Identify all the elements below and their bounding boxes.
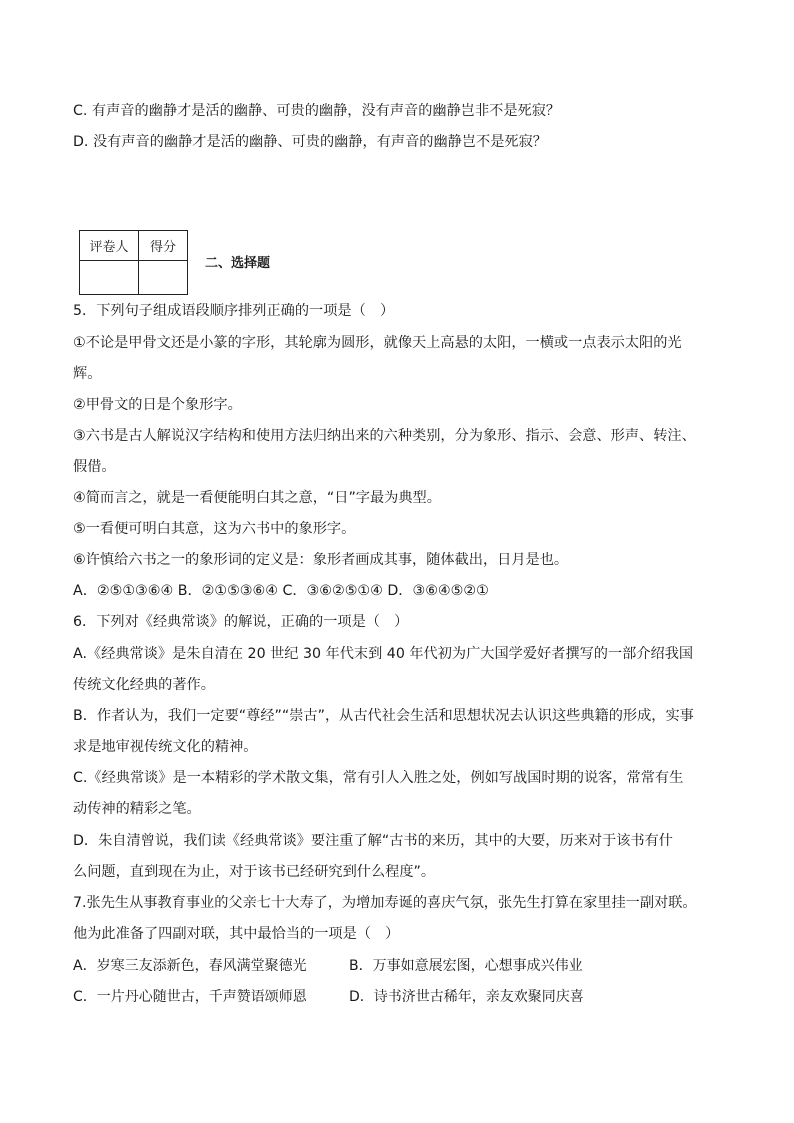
section-title: 二、选择题 [205,256,271,271]
score-header-cell: 得分 [139,231,188,261]
score-table [79,230,188,295]
q7-option-a: A．岁寒三友添新色，春风满堂聚德光 [73,958,307,974]
q7-option-c: C．一片丹心随世古，千声赞语颂师恩 [73,989,307,1005]
reviewer-blank-cell [80,261,139,295]
q5-sentence-1-line-1: ①不论是甲骨文还是小篆的字形，其轮廓为圆形，就像天上高悬的太阳，一横或一点表示太阳的光 [73,335,682,351]
q6-option-b-line-1: B．作者认为，我们一定要“尊经”“崇古”，从古代社会生活和思想状况去认识这些典籍的形成，实事 [73,708,694,724]
q5-sentence-2: ②甲骨文的日是个象形字。 [73,397,242,413]
q5-sentence-3-line-1: ③六书是古人解说汉字结构和使用方法归纳出来的六种类别，分为象形、指示、会意、形声、转注、 [73,428,696,444]
q7-option-b: B．万事如意展宏图，心想事成兴伟业 [349,958,583,974]
reviewer-header-cell: 评卷人 [80,231,139,261]
q6-option-b-line-2: 求是地审视传统文化的精神。 [73,739,258,755]
q7-option-d: D．诗书济世古稀年，亲友欢聚同庆喜 [349,989,584,1005]
q6-option-d-line-1: D．朱自清曾说，我们读《经典常谈》要注重了解“古书的来历，其中的大要，历来对于该书有什 [73,833,673,849]
option-d-previous: D. 没有声音的幽静才是活的幽静、可贵的幽静，有声音的幽静岂不是死寂？ [73,134,547,150]
score-blank-cell [139,261,188,295]
question-7-stem-line-2: 他为此准备了四副对联，其中最恰当的一项是（ ） [73,926,400,942]
option-c-previous: C. 有声音的幽静才是活的幽静、可贵的幽静，没有声音的幽静岂非不是死寂？ [73,103,561,119]
q5-sentence-5: ⑤一看便可明白其意，这为六书中的象形字。 [73,521,356,537]
q5-sentence-4: ④简而言之，就是一看便能明白其之意，“日”字最为典型。 [73,490,441,506]
q6-option-a-line-2: 传统文化经典的著作。 [73,677,215,693]
q5-sentence-1-line-2: 辉。 [73,366,102,382]
q5-sentence-6: ⑥许慎给六书之一的象形词的定义是：象形者画成其事，随体截出，日月是也。 [73,552,569,568]
question-6-stem: 6．下列对《经典常谈》的解说，正确的一项是（ ） [73,614,409,630]
question-7-stem-line-1: 7.张先生从事教育事业的父亲七十大寿了，为增加寿诞的喜庆气氛，张先生打算在家里挂一副对联。 [73,895,697,911]
q6-option-c-line-2: 动传神的精彩之笔。 [73,801,201,817]
question-5-stem: 5．下列句子组成语段顺序排列正确的一项是（ ） [73,303,395,319]
q5-options: A．②⑤①③⑥④ B．②①⑤③⑥④ C．③⑥②⑤①④ D．③⑥④⑤②① [73,583,489,599]
q5-sentence-3-line-2: 假借。 [73,459,116,475]
q7-options-row-1 [73,956,583,976]
q7-options-row-2 [73,987,584,1007]
q6-option-d-line-2: 么问题，直到现在为止，对于该书已经研究到什么程度”。 [73,864,436,880]
q6-option-a-line-1: A.《经典常谈》是朱自清在 20 世纪 30 年代末到 40 年代初为广大国学爱好者撰写的一部介绍我国 [73,646,694,662]
q6-option-c-line-1: C.《经典常谈》是一本精彩的学术散文集，常有引人入胜之处，例如写战国时期的说客，常常有生 [73,770,684,786]
